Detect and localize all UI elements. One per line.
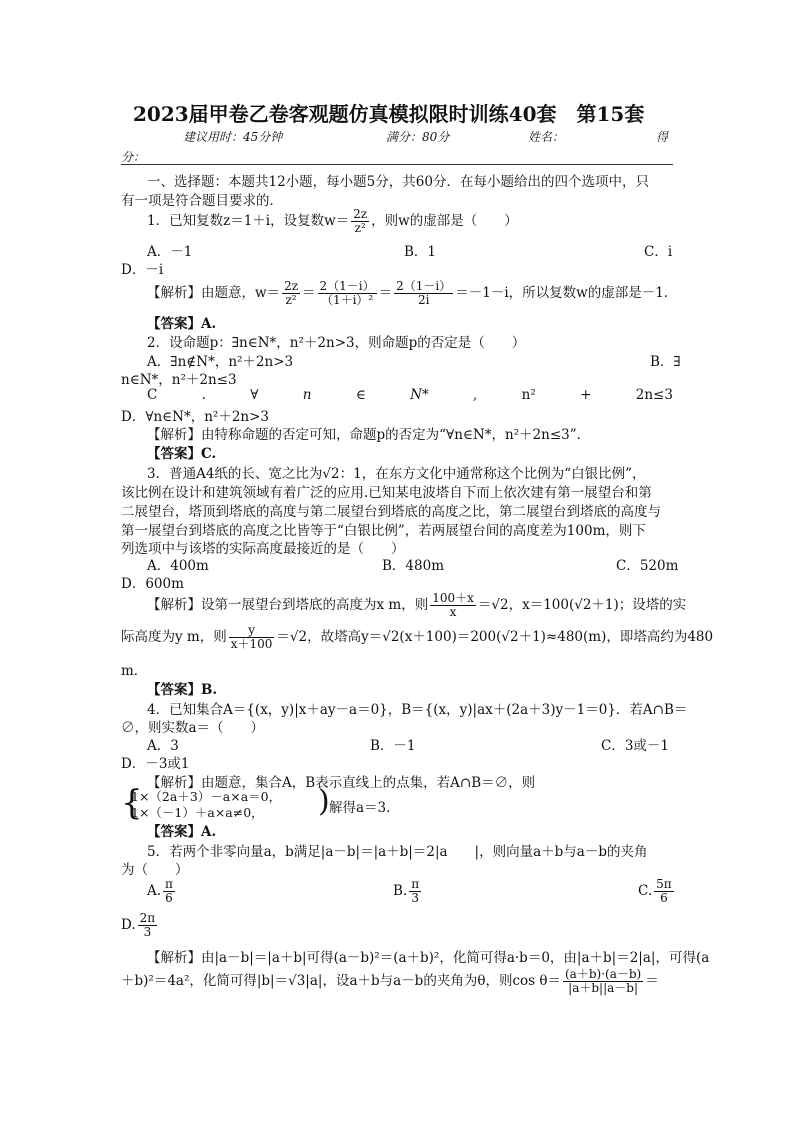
q3-analysis-2 (121, 624, 713, 651)
q2-option-b-cont: n∈N*，n²＋2n≤3 (121, 372, 237, 388)
q1-frac-1 (282, 280, 300, 307)
q5-option-c (638, 878, 676, 905)
q3-f1-den: x (449, 605, 457, 619)
q4-option-b: B．－1 (370, 738, 416, 754)
q3-frac-2 (229, 624, 275, 651)
q3-option-b: B．480m (382, 558, 444, 574)
page-title: 2023届甲卷乙卷客观题仿真模拟限时训练40套 第15套 (133, 102, 645, 126)
q3-stem-5: 列选项中与该塔的实际高度最接近的是（ ） (121, 541, 405, 557)
q5-d-den: 3 (143, 925, 152, 939)
q5-a-label: A. (147, 883, 162, 899)
q4-eq-2: 1×（－1）＋a×a≠0， (131, 805, 264, 820)
q3-f2-num: y (229, 624, 275, 638)
q1-num: 2z (353, 207, 368, 221)
q2-c-part: C (147, 387, 158, 403)
score-label-1: 得 (656, 130, 669, 144)
q3-stem-4: 第一展望台到塔底的高度之比皆等于“白银比例”，若两展望台间的高度差为100m，则下 (121, 523, 646, 539)
section-heading: 一、选择题：本题共12小题，每小题5分，共60分．在每小题给出的四个选项中，只 (147, 174, 649, 190)
left-brace: { (121, 783, 143, 823)
q5-d-label: D. (121, 917, 136, 933)
q2-c-part: 2n≤3 (635, 387, 673, 403)
q2-c-part: ∀ (250, 387, 259, 403)
q1-den: z² (354, 221, 366, 235)
q5-c-den: 6 (660, 891, 668, 905)
q2-c-part: n² (521, 387, 536, 403)
q1-frac-2 (318, 280, 377, 307)
q3-answer: 【答案】B. (147, 682, 218, 698)
q3-stem-1: 3．普通A4纸的长、宽之比为√2：1，在东方文化中通常称这个比例为“白银比例”， (147, 466, 646, 482)
q3-f1-num: 100＋x (432, 591, 474, 605)
q5-a-frac (163, 878, 175, 905)
suggested-time: 建议用时：45分钟 (183, 130, 283, 144)
q3-frac-1 (430, 592, 476, 619)
q5-analysis-text: ＋b)²＝4a²，化简可得|b|＝√3|a|，设a＋b与a－b的夹角为θ，则cos θ＝ (121, 973, 561, 989)
q5-option-d (121, 912, 159, 939)
q3-analysis-text-2: 际高度为y m，则 (121, 629, 227, 645)
q5-stem-2: 为（ ） (121, 862, 189, 878)
q1-stem (147, 208, 518, 235)
q1-f1-den: z² (285, 293, 297, 307)
q4-stem-1: 4．已知集合A＝{(x，y)|x＋ay－a＝0}，B＝{(x，y)|ax＋(2a＋3)y－1＝0}．若A∩B＝ (147, 702, 688, 718)
q1-option-b: B．1 (404, 244, 437, 260)
score-label-2: 分： (121, 150, 146, 164)
q4-option-d: D．－3或1 (121, 756, 190, 772)
q3-analysis-3: m． (121, 663, 148, 679)
name-field: 姓名： (528, 130, 565, 144)
q1-analysis-text: 【解析】由题意，w＝ (147, 285, 281, 301)
q3-option-a: A．400m (147, 558, 209, 574)
q1-answer: 【答案】A. (147, 316, 217, 332)
q5-frac-den: |a＋b||a－b| (568, 981, 639, 995)
q1-analysis-tail: ＝－1－i，所以复数w的虚部是－1. (455, 285, 669, 301)
q1-f2-num: 2（1－i） (319, 279, 375, 293)
q1-analysis: 【解析】由题意，w＝ $\frac{2z}{\text{z²}}$ ＝ $\frac{2(1-i)}{\text{（1＋i）²}}$ ＝ $\frac{2(1-i)}{2i}$ ＝－1－i，所以复数w的虚部是－1. (147, 279, 669, 307)
q3-option-c: C．520m (616, 558, 679, 574)
q5-b-label: B. (393, 883, 408, 899)
q5-option-a (147, 878, 177, 905)
q2-c-part: , (473, 387, 478, 403)
q2-analysis: 【解析】由特称命题的否定可知，命题p的否定为“∀n∈N*，n²＋2n≤3”． (147, 427, 591, 443)
q3-analysis-text: 【解析】设第一展望台到塔底的高度为x m，则 (147, 597, 429, 613)
q2-answer: 【答案】C. (147, 446, 217, 462)
q1-option-d: D．－i (121, 262, 164, 278)
q5-option-b (393, 878, 423, 905)
q3-analysis-1 (147, 592, 686, 619)
q4-analysis: 【解析】由题意，集合A，B表示直线上的点集，若A∩B＝∅，则 (147, 775, 536, 791)
q2-option-c (147, 387, 673, 403)
q1-frac-3 (394, 280, 453, 307)
q5-b-den: 3 (411, 891, 419, 905)
q5-b-frac (409, 878, 421, 905)
q2-c-part: ∈ (355, 387, 366, 403)
q3-stem-3: 二展望台，塔顶到塔底的高度与第二展望台到塔底的高度之比，第二展望台到塔底的高度与 (121, 504, 661, 520)
q1-option-a: A．－1 (147, 244, 193, 260)
q2-c-part: + (580, 387, 592, 403)
q3-f2-den: x＋100 (230, 637, 273, 651)
q1-stem-tail: ，则w的虚部是（ ） (371, 213, 518, 229)
q5-a-num: π (165, 877, 173, 891)
section-heading-2: 有一项是符合题目要求的． (121, 193, 283, 209)
q5-analysis-2 (121, 968, 659, 995)
q2-stem: 2．设命题p：∃n∈N*，n²＋2n>3，则命题p的否定是（ ） (147, 335, 526, 351)
q3-stem-2: 该比例在设计和建筑领域有着广泛的应用.已知某电波塔自下而上依次建有第一展望台和第 (121, 485, 652, 501)
q1-option-c: C．i (644, 244, 673, 260)
q2-option-d: D．∀n∈N*，n²＋2n>3 (121, 409, 270, 425)
q4-option-a: A．3 (147, 738, 179, 754)
q1-f3-den: 2i (417, 293, 430, 307)
q5-c-label: C. (638, 883, 653, 899)
q5-a-den: 6 (165, 891, 173, 905)
q1-fraction (351, 208, 369, 235)
q2-c-part: . (201, 387, 206, 403)
q5-c-frac (654, 878, 674, 905)
q5-stem-1: 5．若两个非零向量a，b满足|a－b|＝|a＋b|＝2|a |，则向量a＋b与a－b的夹角 (147, 844, 648, 860)
right-paren: ) (318, 784, 330, 819)
q4-option-c: C．3或－1 (601, 738, 670, 754)
q5-b-num: π (411, 877, 420, 891)
divider (121, 164, 673, 165)
q4-stem-2: ∅，则实数a＝（ ） (121, 720, 265, 736)
q1-f2-den: （1＋i）² (320, 293, 374, 307)
full-score: 满分：80分 (386, 130, 450, 144)
q1-f3-num: 2（1－i） (396, 279, 452, 293)
q3-analysis-tail-2: ＝√2，故塔高y＝√2(x＋100)＝200(√2＋1)≈480(m)，即塔高约为480 (276, 629, 714, 645)
q5-frac-num: (a＋b)·(a－b) (565, 967, 642, 981)
q5-analysis-1: 【解析】由|a－b|＝|a＋b|可得(a－b)²＝(a＋b)²，化简可得a·b＝0，由|a＋b|＝2|a|，可得(a (147, 950, 710, 966)
q3-option-d: D．600m (121, 576, 184, 592)
q5-d-frac (138, 912, 158, 939)
q4-eq-1: 1×（2a＋3）－a×a＝0， (131, 789, 282, 804)
q5-analysis-tail: ＝ (645, 973, 659, 989)
q5-d-num: 2π (139, 911, 156, 925)
q4-solution: 解得a＝3. (329, 800, 391, 816)
q3-analysis-tail: ＝√2，x＝100(√2＋1)；设塔的实 (477, 597, 687, 613)
q4-answer: 【答案】A. (147, 824, 217, 840)
q2-option-b: B．∃ (650, 354, 681, 370)
q1-stem-text: 1．已知复数z＝1＋i，设复数w＝ (147, 213, 350, 229)
q2-option-a: A．∃n∉N*，n²＋2n>3 (147, 354, 294, 370)
q2-c-part: n (302, 387, 312, 403)
q5-frac (563, 968, 643, 995)
q2-c-part: N* (410, 387, 429, 403)
q5-c-num: 5π (656, 877, 672, 891)
q1-f1-num: 2z (284, 279, 299, 293)
